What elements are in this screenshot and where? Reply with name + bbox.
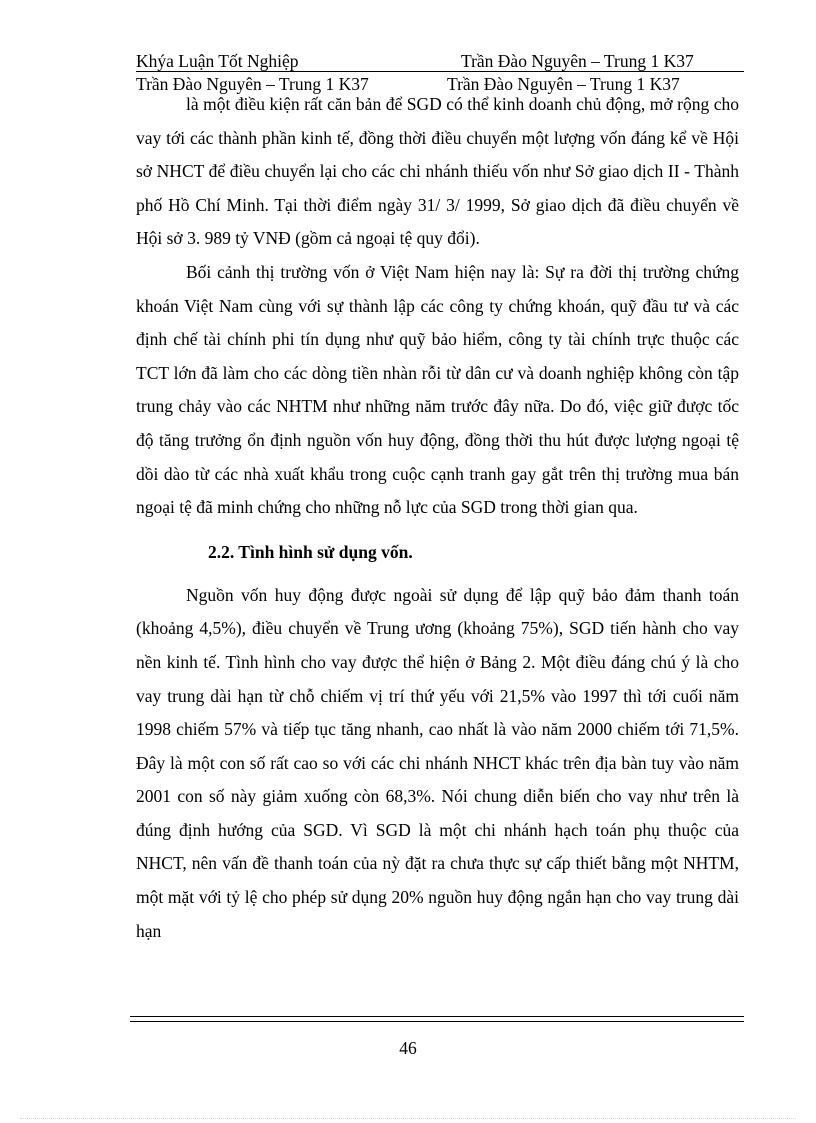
header-author-repeat-1: Trần Đào Nguyên – Trung 1 K37 bbox=[136, 74, 369, 94]
body-paragraph-3: Nguồn vốn huy động được ngoài sử dụng để lập quỹ bảo đảm thanh toán (khoảng 4,5%), điều chuyển về Trung ương (khoảng 75%), SGD tiến hành cho vay nền kinh tế. Tình hình cho vay được thể hiện ở Bảng 2. Một điều đáng chú ý là cho vay trung dài hạn từ chỗ chiếm vị trí thứ yếu với 21,5% vào 1997 thì tới cuối năm 1998 chiếm 57% và tiếp tục tăng nhanh, cao nhất là vào năm 2000 chiếm tới 71,5%. Đây là một con số rất cao so với các chi nhánh NHCT khác trên địa bàn tuy vào năm 2001 con số này giảm xuống còn 68,3%. Nói chung diễn biến cho vay như trên là đúng định hướng của SGD. Vì SGD là một chi nhánh hạch toán phụ thuộc của NHCT, nên vấn đề thanh toán của nỳ đặt ra chưa thực sự cấp thiết bằng một NHTM, một mặt với tỷ lệ cho phép sử dụng 20% nguồn huy động ngắn hạn cho vay trung dài hạn bbox=[136, 584, 739, 941]
page-number: 46 bbox=[399, 1038, 417, 1058]
page-header bbox=[136, 50, 744, 72]
header-author-repeat-2: Trần Đào Nguyên – Trung 1 K37 bbox=[447, 74, 680, 94]
body-paragraph-1: là một điều kiện rất căn bản để SGD có thể kinh doanh chủ động, mở rộng cho vay tới các thành phần kinh tế, đồng thời điều chuyển một lượng vốn đáng kể về Hội sở NHCT để điều chuyển lại cho các chi nhánh thiếu vốn như Sở giao dịch II - Thành phố Hồ Chí Minh. Tại thời điểm ngày 31/ 3/ 1999, Sở giao dịch đã điều chuyển về Hội sở 3. 989 tỷ VNĐ (gồm cả ngoại tệ quy đổi). bbox=[136, 94, 739, 249]
header-author: Trần Đào Nguyên – Trung 1 K37 bbox=[461, 51, 694, 71]
header-rule bbox=[136, 71, 744, 72]
section-heading: 2.2. Tình hình sử dụng vốn. bbox=[208, 541, 413, 562]
footer-rule-top bbox=[130, 1016, 744, 1017]
footer-rule-bottom bbox=[130, 1021, 744, 1022]
page-edge-divider bbox=[20, 1118, 796, 1119]
body-paragraph-2: Bối cảnh thị trường vốn ở Việt Nam hiện nay là: Sự ra đời thị trường chứng khoán Việt Nam cùng với sự thành lập các công ty chứng khoán, quỹ đầu tư và các định chế tài chính phi tín dụng như quỹ bảo hiểm, công ty tài chính trực thuộc các TCT lớn đã làm cho các dòng tiền nhàn rỗi từ dân cư và doanh nghiệp không còn tập trung chảy vào các NHTM như những năm trước đây nữa. Do đó, việc giữ được tốc độ tăng trưởng ổn định nguồn vốn huy động, đồng thời thu hút được lượng ngoại tệ dồi dào từ các nhà xuất khẩu trong cuộc cạnh tranh gay gắt trên thị trường mua bán ngoại tệ đã minh chứng cho những nỗ lực của SGD trong thời gian qua. bbox=[136, 261, 739, 518]
page-body bbox=[136, 88, 739, 948]
header-thesis-title: Khýa Luận Tốt Nghiệp bbox=[136, 51, 299, 71]
